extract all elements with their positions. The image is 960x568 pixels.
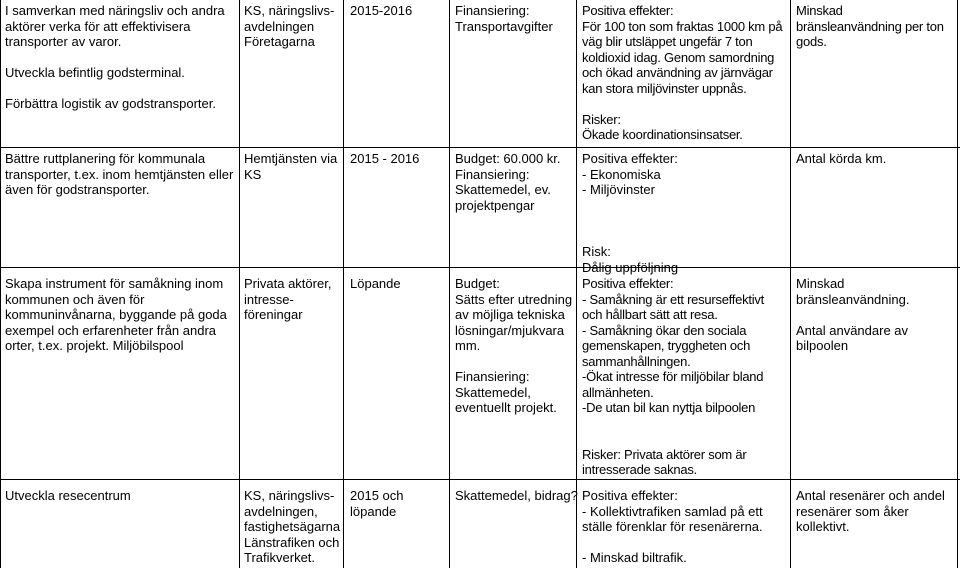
text-line: KS, näringslivs- <box>244 488 335 503</box>
text-line: Dålig uppföljning <box>582 259 679 275</box>
text-line: Hemtjänsten via <box>244 151 338 166</box>
text-line: Antal körda km. <box>796 151 887 166</box>
text-line: allmänheten. <box>582 384 654 400</box>
text-line: avdelningen <box>244 18 315 34</box>
row-1-effects-cell <box>582 3 782 143</box>
text-line: Risk: <box>582 244 611 259</box>
text-line: - Minskad biltrafik. <box>582 550 687 565</box>
text-line: mm. <box>455 338 481 353</box>
text-line: Skapa instrument för samåkning inom <box>5 276 224 291</box>
row-1-period-cell <box>350 3 412 19</box>
text-line: Bättre ruttplanering för kommunala <box>5 151 206 166</box>
text-line: Löpande <box>350 276 401 291</box>
text-line: - Ekonomiska <box>582 166 661 182</box>
text-line: För 100 ton som fraktas 1000 km på <box>582 18 783 34</box>
column-border <box>957 0 958 568</box>
text-line: -Ökat intresse för miljöbilar bland <box>582 369 764 384</box>
text-line: Finansiering: <box>455 166 530 182</box>
text-line <box>582 229 678 245</box>
row-1-indicator-cell <box>796 3 944 50</box>
text-line: bränsleanvändning per ton <box>796 18 944 34</box>
text-line: bränsleanvändning. <box>796 291 910 307</box>
text-line: och hållbart sätt att resa. <box>582 307 718 322</box>
text-line: Länstrafiken och <box>244 534 340 550</box>
row-3-indicator-cell <box>796 276 909 354</box>
text-line: gods. <box>796 34 827 49</box>
text-line: - Miljövinster <box>582 182 655 197</box>
row-2-responsible-cell <box>244 151 337 182</box>
text-line: I samverkan med näringsliv och andra <box>5 3 225 18</box>
text-line: och ökad användning av järnvägar <box>582 65 773 80</box>
row-3-financing-cell <box>455 276 572 416</box>
row-4-period-cell <box>350 488 404 519</box>
text-line: transporter av varor. <box>5 34 122 49</box>
text-line: 2015 - 2016 <box>350 151 420 166</box>
text-line: ställe förenklar för resenärerna. <box>582 519 763 534</box>
text-line: kan stora miljövinster uppnås. <box>582 80 747 96</box>
text-line: Utveckla befintlig godsterminal. <box>5 65 185 80</box>
row-2-measure-cell <box>5 151 233 198</box>
text-line: projektpengar <box>455 197 535 213</box>
text-line: koldioxid idag. Genom samordning <box>582 49 775 65</box>
text-line: föreningar <box>244 307 303 322</box>
row-1-responsible-cell <box>244 3 334 50</box>
text-line: Positiva effekter: <box>582 3 674 18</box>
text-line <box>582 198 678 214</box>
text-line: eventuellt projekt. <box>455 400 557 415</box>
text-line: KS, näringslivs- <box>244 3 335 18</box>
text-line: - Samåkning ökar den sociala <box>582 322 747 338</box>
text-line <box>582 431 764 447</box>
text-line: Risker: Privata aktörer som är <box>582 446 747 462</box>
text-line: Ökade koordinationsinsatser. <box>582 127 743 142</box>
text-line: exempel och erfarenheter från andra <box>5 322 217 338</box>
text-line: Skattemedel, bidrag? <box>455 488 578 503</box>
text-line: 2015 och <box>350 488 404 503</box>
text-line: 2015-2016 <box>350 3 413 18</box>
row-border <box>0 147 960 148</box>
text-line: - Samåkning är ett resurseffektivt <box>582 291 765 307</box>
text-line: Antal användare av <box>796 322 909 338</box>
row-1-measure-cell <box>5 3 225 112</box>
text-line: Finansiering: <box>455 369 530 384</box>
text-line: löpande <box>350 503 397 519</box>
text-line: Finansiering: <box>455 3 530 18</box>
text-line <box>582 535 763 551</box>
row-3-period-cell <box>350 276 401 292</box>
row-4-financing-cell <box>455 488 578 504</box>
text-line: lösningar/mjukvara <box>455 322 565 338</box>
text-line: bilpoolen <box>796 338 849 353</box>
text-line: - Kollektivtrafiken samlad på ett <box>582 503 763 519</box>
text-line: Minskad <box>796 276 845 291</box>
row-3-measure-cell <box>5 276 227 354</box>
row-4-indicator-cell <box>796 488 945 535</box>
text-line: av möjliga tekniska <box>455 307 565 322</box>
column-border <box>0 0 1 568</box>
text-line: orter, t.ex. projekt. Miljöbilspool <box>5 338 184 353</box>
row-3-effects-cell <box>582 276 764 478</box>
row-4-responsible-cell <box>244 488 340 566</box>
text-line: kollektivt. <box>796 519 850 534</box>
text-line: Positiva effekter: <box>582 488 678 503</box>
text-line <box>455 354 572 370</box>
column-border <box>576 0 577 568</box>
text-line <box>582 213 678 229</box>
text-line: KS <box>244 166 262 182</box>
row-3-responsible-cell <box>244 276 331 323</box>
row-2-period-cell <box>350 151 419 167</box>
text-line: Risker: <box>582 111 621 127</box>
text-line <box>582 96 782 112</box>
text-line: Skattemedel, <box>455 384 531 400</box>
row-2-effects-cell <box>582 151 678 275</box>
text-line: -De utan bil kan nyttja bilpoolen <box>582 400 756 415</box>
text-line: Budget: 60.000 kr. <box>455 151 561 166</box>
text-line: Positiva effekter: <box>582 276 674 291</box>
text-line: även för godstransporter. <box>5 182 150 197</box>
column-border <box>790 0 791 568</box>
text-line: Trafikverket. <box>244 550 316 565</box>
text-line: kommunen och även för <box>5 291 145 307</box>
text-line: sammanhållningen. <box>582 353 691 369</box>
text-line <box>796 307 909 323</box>
text-line <box>5 81 225 97</box>
text-line <box>582 416 764 432</box>
text-line: Budget: <box>455 276 500 291</box>
row-1-financing-cell <box>455 3 553 34</box>
text-line: gemenskapen, tryggheten och <box>582 338 751 353</box>
text-line: avdelningen, <box>244 503 318 519</box>
text-line: resenärer som åker <box>796 503 909 519</box>
row-4-measure-cell <box>5 488 131 504</box>
text-line: Positiva effekter: <box>582 151 678 166</box>
text-line: Transportavgifter <box>455 18 553 34</box>
text-line: Privata aktörer, <box>244 276 332 291</box>
text-line: transporter, t.ex. inom hemtjänsten eller <box>5 166 234 182</box>
column-border <box>449 0 450 568</box>
text-line: Minskad <box>796 3 843 18</box>
row-2-financing-cell <box>455 151 561 213</box>
row-2-indicator-cell <box>796 151 886 167</box>
text-line: Företagarna <box>244 34 315 49</box>
text-line: väg blir utsläppet ungefär 7 ton <box>582 34 753 49</box>
column-border <box>239 0 240 568</box>
text-line: Antal resenärer och andel <box>796 488 945 503</box>
text-line: kommuninvånarna, byggande på goda <box>5 307 227 322</box>
text-line: aktörer verka för att effektivisera <box>5 18 191 34</box>
text-line: intresse- <box>244 291 294 307</box>
text-line: Utveckla resecentrum <box>5 488 131 503</box>
text-line: intresserade saknas. <box>582 462 697 477</box>
column-border <box>343 0 344 568</box>
text-line: Skattemedel, ev. <box>455 182 551 197</box>
text-line: Förbättra logistik av godstransporter. <box>5 96 216 111</box>
row-border <box>0 267 960 268</box>
row-border <box>0 479 960 480</box>
row-4-effects-cell <box>582 488 763 566</box>
text-line <box>5 50 225 66</box>
text-line: fastighetsägarna <box>244 519 341 534</box>
text-line: Sätts efter utredning <box>455 291 573 307</box>
